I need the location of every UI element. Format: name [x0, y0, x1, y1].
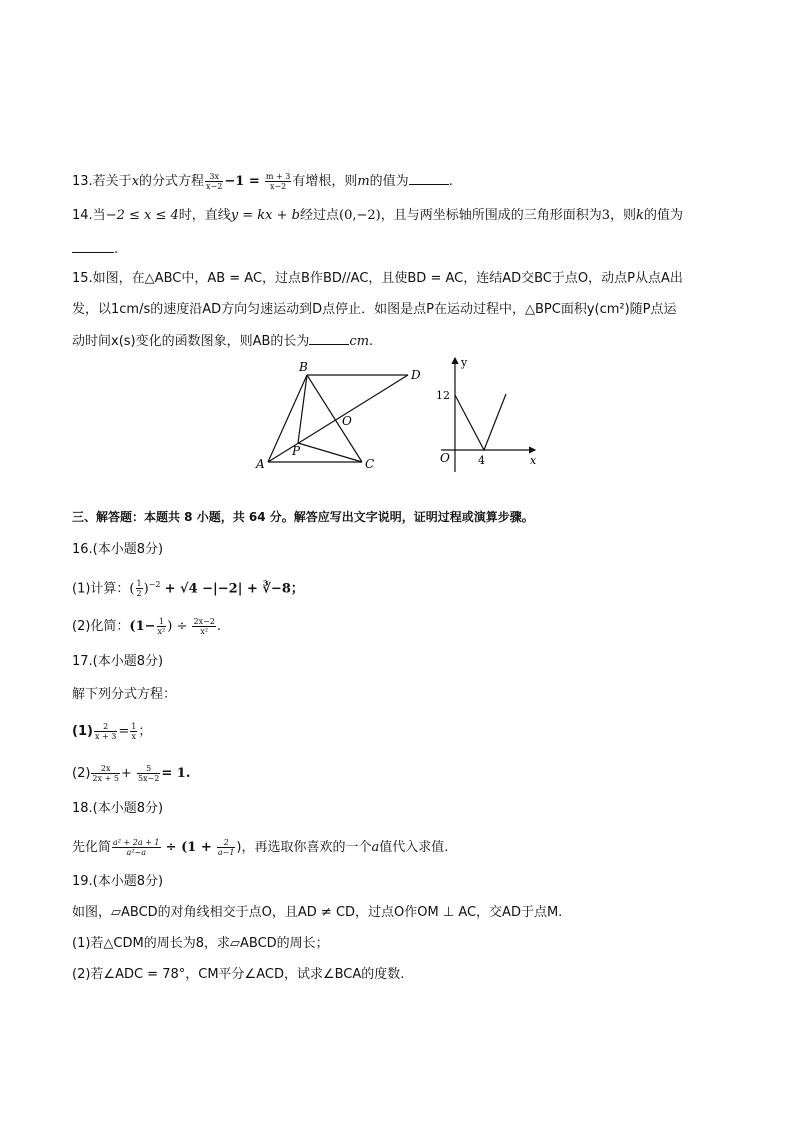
q13-answer-blank[interactable]	[409, 172, 449, 185]
q13-frac2-num: m + 3	[265, 172, 291, 181]
q16-p2-end: .	[216, 619, 222, 634]
q16-p2-f2-den: x²	[200, 627, 209, 636]
section-3-title: 三、解答题：本题共 8 小题，共 64 分。解答应写出文字说明，证明过程或演算步骤。	[72, 510, 534, 524]
q13-var-x: x	[131, 174, 140, 189]
function-graph	[415, 352, 545, 474]
q13-var-m: m	[357, 174, 370, 189]
q15-line1: 15.如图，在△ABC中，AB = AC，过点B作BD//AC，且使BD = AC，连结AD交BC于点O，动点P从点A出	[72, 271, 683, 286]
q14-area: 3	[601, 208, 611, 223]
label-o: O	[342, 414, 352, 428]
q16-half-den: 2	[136, 589, 142, 599]
q17-p2-f2-num: 5	[137, 764, 160, 774]
q16-p2-f1-den: x²	[157, 627, 166, 636]
question-15-line-3	[72, 332, 373, 351]
q14-mid: 时，直线	[178, 208, 231, 223]
question-14-line-1	[72, 207, 683, 225]
q17-part-2	[72, 764, 190, 783]
q15-unit: cm	[349, 334, 370, 349]
q16-p1-prefix: (1)计算：	[72, 581, 130, 597]
q14-mid2: 经过点	[300, 208, 340, 223]
q18-f2-num: 2	[217, 838, 236, 848]
graph-line	[455, 394, 506, 450]
q15-answer-blank[interactable]	[309, 332, 349, 345]
segment-bc	[307, 375, 362, 462]
q16-p1-rest: + √4 −|−2| + ∛−8；	[164, 581, 304, 597]
question-14-line-2	[72, 240, 118, 259]
q14-end2: .	[114, 242, 119, 257]
q16-p2-close: ) ÷	[167, 619, 188, 634]
graph-y-tick-12: 12	[436, 389, 450, 402]
q14-mid3: ，且与两坐标轴所围成的三角形面积为	[380, 208, 602, 223]
q13-fraction-2	[265, 172, 291, 191]
q13-frac1-num: 3x	[205, 172, 223, 182]
graph-x-label: x	[530, 454, 537, 467]
q14-end1: 的值为	[643, 208, 683, 223]
q14-answer-blank[interactable]	[72, 240, 114, 253]
q15-line2: 发，以1cm/s的速度沿AD方向匀速运动到D点停止．如图是点P在运动过程中，△BPC面积y(cm²)随P点运	[72, 302, 677, 317]
q16-p2-open: (1−	[129, 619, 156, 634]
q16-p2-fraction-1	[157, 617, 167, 636]
q16-p2-prefix: (2)化简：	[72, 619, 130, 634]
q18-end: 值代入求值.	[379, 840, 449, 855]
q13-fraction-1	[205, 172, 223, 191]
q16-part-1: (1)计算：( $\frac{1}{2}$ )$^{-2}$ + √4 −|−2| + ∛−8；	[72, 579, 304, 599]
question-15-line-2	[72, 301, 677, 319]
q18-body	[72, 838, 448, 857]
q13-suffix1: 有增根，则	[292, 174, 358, 189]
q17-p1-f2-den: x	[131, 732, 137, 741]
q19-header: 19.(本小题8分)	[72, 874, 164, 889]
q17-p1-f1-den: x + 3	[94, 732, 117, 741]
q17-p1-end: ；	[138, 724, 152, 739]
q16-exp: −2	[148, 580, 161, 589]
q17-p2-plus: +	[120, 766, 132, 781]
q18-f1-den: a²−a	[126, 848, 146, 857]
q18-fraction-1	[112, 838, 161, 857]
graph-x-tick-4: 4	[478, 454, 485, 467]
label-d: D	[411, 368, 421, 382]
q18-f1-num: a² + 2a + 1	[113, 838, 160, 847]
q17-p2-prefix: (2)	[72, 766, 91, 781]
label-c: C	[365, 457, 375, 471]
label-p: P	[292, 444, 301, 458]
q14-range: −2 ≤ x ≤ 4	[105, 208, 179, 223]
q16-half-num: 1	[136, 579, 142, 589]
q14-mid4: ，则	[610, 208, 637, 223]
geometry-figure	[250, 358, 425, 473]
q19-intro: 如图，▱ABCD的对角线相交于点O，且AD ≠ CD，过点O作OM ⊥ AC，交AD于点M.	[72, 905, 563, 920]
q18-f2-den: a−1	[217, 848, 235, 857]
q17-p2-f1-num: 2x	[91, 764, 119, 774]
q19-part-2: (2)若∠ADC = 78°，CM平分∠ACD，试求∠BCA的度数.	[72, 967, 405, 982]
q18-suffix: )，再选取你喜欢的一个	[236, 840, 372, 855]
q13-mid: 的分式方程	[139, 174, 205, 189]
q16-p2-f1-num: 1	[157, 617, 167, 627]
q16-p2-fraction-2	[192, 617, 215, 636]
q16-p2-f2-num: 2x−2	[193, 617, 215, 626]
q15-end: .	[369, 334, 374, 349]
label-a: A	[256, 457, 265, 471]
q13-frac2-den: x−2	[269, 182, 287, 191]
q14-point: (0,−2)	[339, 208, 381, 223]
q16-header: 16.(本小题8分)	[72, 542, 164, 557]
q18-header: 18.(本小题8分)	[72, 801, 164, 816]
q17-p2-f2-den: 5x−2	[137, 774, 160, 783]
q18-prefix: 先化简	[72, 840, 112, 855]
q17-p2-f1-den: 2x + 5	[92, 774, 119, 783]
q17-p2-end: = 1.	[161, 766, 191, 781]
label-b: B	[299, 360, 308, 374]
q17-p1-f1-num: 2	[94, 722, 117, 732]
q18-fraction-2	[217, 838, 236, 857]
q17-header: 17.(本小题8分)	[72, 654, 164, 669]
q17-p1-eq: =	[118, 724, 130, 739]
q17-p2-fraction-1	[91, 764, 119, 783]
graph-y-label: y	[461, 356, 468, 369]
q13-frac1-den: x−2	[206, 182, 223, 191]
q17-part-1	[72, 722, 151, 741]
q18-var-a: a	[371, 840, 380, 855]
q16-half-fraction	[136, 579, 143, 598]
q13-end: .	[448, 174, 453, 189]
q16-part-2	[72, 617, 221, 636]
q19-part-1: (1)若△CDM的周长为8，求▱ABCD的周长；	[72, 936, 329, 951]
q14-equation: y = kx + b	[230, 208, 300, 223]
q17-p2-fraction-2	[137, 764, 160, 783]
q15-line3-prefix: 动时间x(s)变化的函数图象，则AB的长为	[72, 334, 310, 349]
q18-div: ÷ (1 +	[165, 840, 212, 855]
q17-p1-prefix: (1)	[72, 724, 93, 739]
q17-p1-f2-num: 1	[131, 722, 137, 731]
q13-minus-one: −1 =	[224, 174, 260, 189]
segment-ad	[268, 375, 408, 462]
graph-origin-label: O	[440, 451, 450, 465]
q13-suffix2: 的值为	[369, 174, 409, 189]
question-15-line-1	[72, 270, 683, 288]
q13-prefix: 13.若关于	[72, 174, 132, 189]
q14-prefix: 14.当	[72, 208, 106, 223]
q17-intro: 解下列分式方程：	[72, 687, 177, 702]
q17-p1-fraction-2	[130, 722, 137, 741]
q17-p1-fraction-1	[94, 722, 117, 741]
question-13	[72, 172, 453, 191]
q14-var-k: k	[636, 208, 644, 223]
